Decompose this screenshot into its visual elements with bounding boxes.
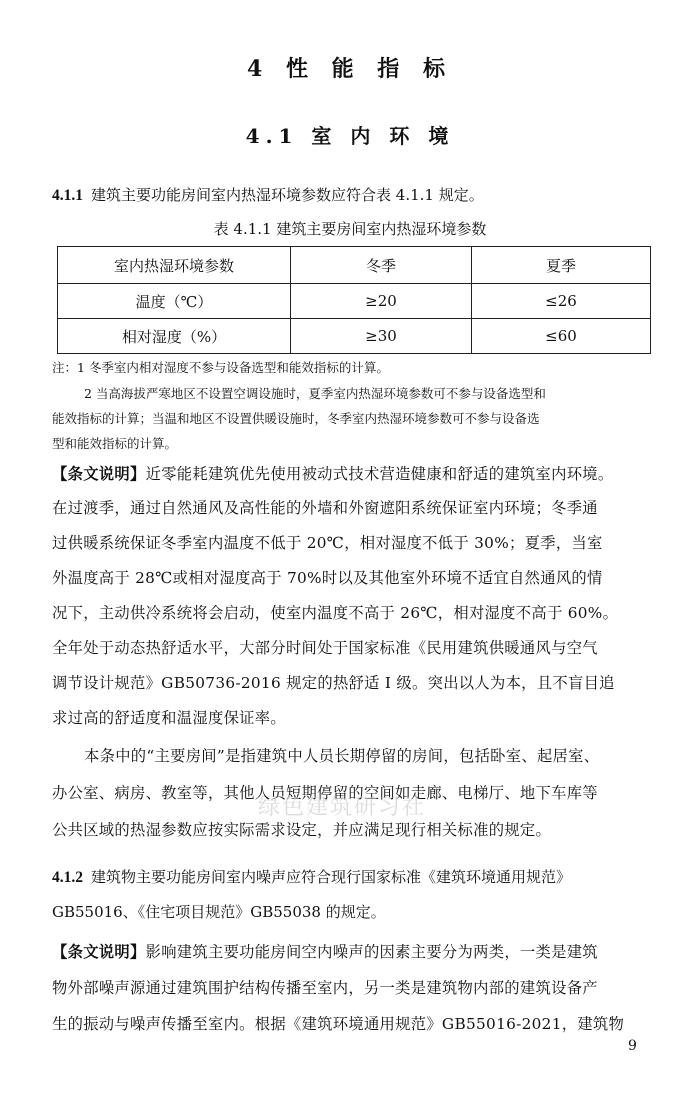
watermark: 绿色建筑研习社 bbox=[258, 795, 427, 820]
clause-text: 建筑物主要功能房间室内噪声应符合现行国家标准《建筑环境通用规范》 bbox=[91, 868, 572, 886]
explanation-label: 【条文说明】 bbox=[52, 943, 146, 961]
explanation-line: 本条中的“主要房间”是指建筑中人员长期停留的房间，包括卧室、起居室、 bbox=[84, 747, 600, 765]
table-header-cell: 室内热湿环境参数 bbox=[58, 247, 291, 284]
table-cell: ≥30 bbox=[291, 319, 472, 354]
clause-number: 4.1.1 bbox=[52, 187, 83, 204]
explanation-line: 外温度高于 28℃或相对湿度高于 70%时以及其他室外环境不适宜自然通风的情 bbox=[52, 569, 603, 587]
table-header-row bbox=[58, 247, 651, 284]
note-line: 型和能效指标的计算。 bbox=[52, 436, 178, 451]
explanation-line: 物外部噪声源通过建筑围护结构传播至室内，另一类是建筑物内部的建筑设备产 bbox=[52, 979, 598, 997]
explanation-line: 【条文说明】影响建筑主要功能房间空内噪声的因素主要分为两类，一类是建筑 bbox=[52, 943, 598, 961]
table-cell: 温度（℃） bbox=[58, 284, 291, 319]
table-cell: ≤26 bbox=[472, 284, 651, 319]
explanation-line: 况下，主动供冷系统将会启动，使室内温度不高于 26℃，相对湿度不高于 60%。 bbox=[52, 604, 619, 622]
explanation-line: 全年处于动态热舒适水平，大部分时间处于国家标准《民用建筑供暖通风与空气 bbox=[52, 639, 598, 657]
explanation-line: 求过高的舒适度和温湿度保证率。 bbox=[52, 709, 286, 727]
explanation-line: 公共区域的热湿参数应按实际需求设定，并应满足现行相关标准的规定。 bbox=[52, 821, 552, 839]
explanation-line: 在过渡季，通过自然通风及高性能的外墙和外窗遮阳系统保证室内环境；冬季通 bbox=[52, 499, 598, 517]
clause-text: 建筑主要功能房间室内热湿环境参数应符合表 4.1.1 规定。 bbox=[91, 186, 484, 204]
table-header-cell: 冬季 bbox=[291, 247, 472, 284]
explanation-label: 【条文说明】 bbox=[52, 465, 146, 483]
explanation-line: 【条文说明】近零能耗建筑优先使用被动式技术营造健康和舒适的建筑室内环境。 bbox=[52, 465, 614, 483]
table-header-cell: 夏季 bbox=[472, 247, 651, 284]
table-cell: ≥20 bbox=[291, 284, 472, 319]
chapter-heading: 4 性 能 指 标 bbox=[247, 56, 453, 82]
clause-text: GB55016、《住宅项目规范》GB55038 的规定。 bbox=[52, 903, 386, 921]
table-cell: 相对湿度（%） bbox=[58, 319, 291, 354]
explanation-line: 调节设计规范》GB50736-2016 规定的热舒适 Ⅰ 级。突出以人为本，且不盲目追 bbox=[52, 674, 615, 692]
explanation-line: 过供暖系统保证冬季室内温度不低于 20℃，相对湿度不低于 30%；夏季，当室 bbox=[52, 534, 603, 552]
clause-number: 4.1.2 bbox=[52, 869, 83, 886]
table-row bbox=[58, 284, 651, 319]
explanation-line: 生的振动与噪声传播至室内。根据《建筑环境通用规范》GB55016-2021，建筑物 bbox=[52, 1015, 625, 1033]
table-row bbox=[58, 319, 651, 354]
table-cell: ≤60 bbox=[472, 319, 651, 354]
note-line: 2 当高海拔严寒地区不设置空调设施时，夏季室内热湿环境参数可不参与设备选型和 bbox=[84, 386, 546, 401]
thermal-parameters-table bbox=[57, 246, 651, 354]
clause-4-1-1 bbox=[52, 184, 484, 205]
section-heading: 4.1 室 内 环 境 bbox=[245, 124, 455, 148]
note-line: 注：1 冬季室内相对湿度不参与设备选型和能效指标的计算。 bbox=[52, 360, 389, 375]
clause-4-1-2 bbox=[52, 866, 571, 887]
table-caption: 表 4.1.1 建筑主要房间室内热湿环境参数 bbox=[213, 220, 487, 238]
explanation-line: 办公室、病房、教室等，其他人员短期停留的空间如走廊、电梯厅、地下车库等 bbox=[52, 784, 598, 802]
note-line: 能效指标的计算；当温和地区不设置供暖设施时，冬季室内热湿环境参数可不参与设备选 bbox=[52, 411, 540, 426]
page-number: 9 bbox=[628, 1038, 637, 1054]
